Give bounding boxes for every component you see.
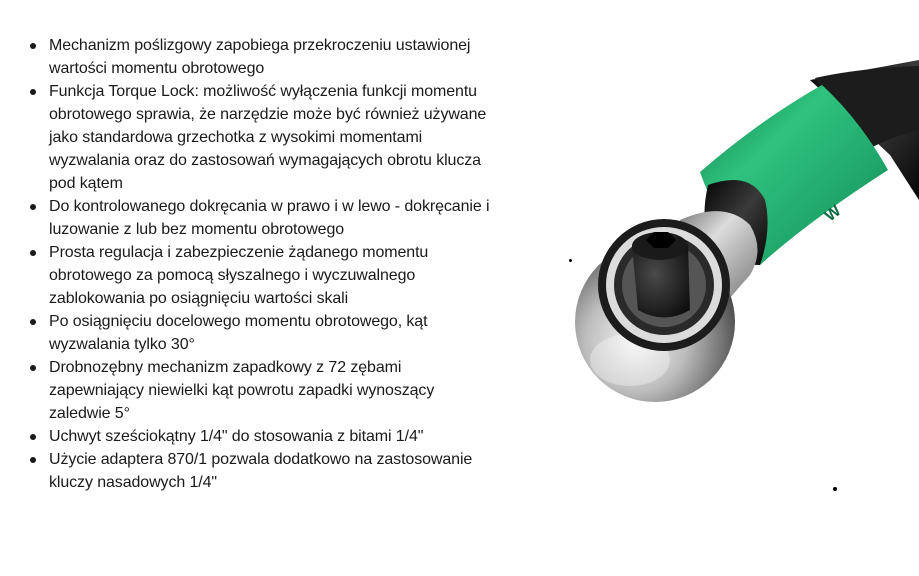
- feature-list: [24, 34, 494, 494]
- feature-item: Funkcja Torque Lock: możliwość wyłączenia funkcji momentu obrotowego sprawia, że narzędzie może być również używane jako standardowa grzechotka z wysokimi momentami wyzwalania oraz do zastosowań wymagających obrotu klucza pod kątem: [24, 80, 494, 195]
- stray-dot: [569, 259, 572, 262]
- stray-dot: [833, 487, 837, 491]
- feature-item: Po osiągnięciu docelowego momentu obrotowego, kąt wyzwalania tylko 30°: [24, 310, 494, 356]
- feature-item: Użycie adaptera 870/1 pozwala dodatkowo na zastosowanie kluczy nasadowych 1/4": [24, 448, 494, 494]
- svg-text:W: W: [821, 202, 845, 226]
- feature-item: Drobnozębny mechanizm zapadkowy z 72 zębami zapewniający niewielki kąt powrotu zapadki wynoszący zaledwie 5°: [24, 356, 494, 425]
- feature-item: Uchwyt sześciokątny 1/4" do stosowania z bitami 1/4": [24, 425, 494, 448]
- feature-item: Do kontrolowanego dokręcania w prawo i w lewo - dokręcanie i luzowanie z lub bez momentu obrotowego: [24, 195, 494, 241]
- feature-item: Prosta regulacja i zabezpieczenie żądanego momentu obrotowego za pomocą słyszalnego i wyczuwalnego zablokowania po osiągnięciu wartości skali: [24, 241, 494, 310]
- torque-wrench-image: [560, 60, 919, 500]
- feature-item: Mechanizm poślizgowy zapobiega przekroczeniu ustawionej wartości momentu obrotowego: [24, 34, 494, 80]
